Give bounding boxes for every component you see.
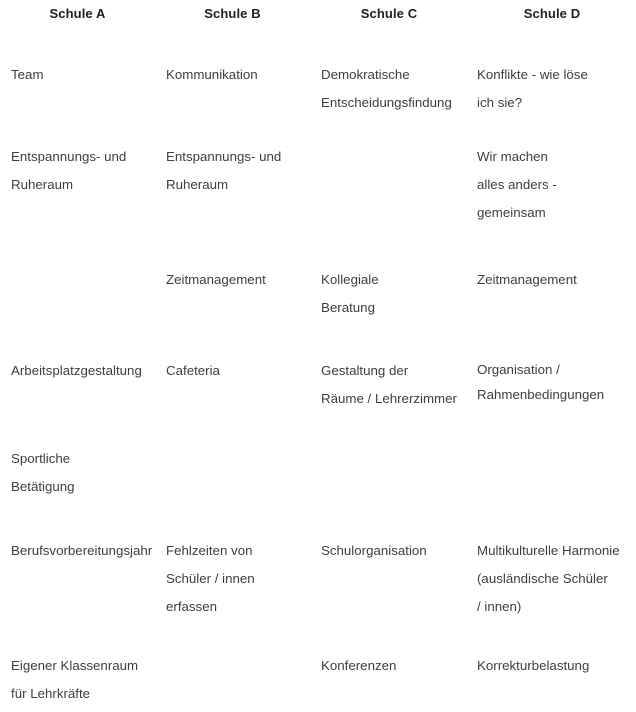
cell-line: ich sie? (477, 95, 523, 110)
cell-line: Eigener Klassenraum (11, 658, 139, 673)
cell-line: Cafeteria (166, 363, 220, 378)
cell-line: Räume / Lehrerzimmer (321, 391, 457, 406)
empty-cell (166, 445, 298, 473)
cell-line: Entspannungs- und (166, 149, 282, 164)
cell-line: Beratung (321, 300, 375, 315)
table-cell (155, 647, 310, 712)
table-cell (468, 436, 636, 529)
table-cell (310, 137, 468, 253)
table-cell (468, 647, 636, 712)
cell-line: Sportliche (11, 451, 71, 466)
column-header-schule-c: Schule C (360, 6, 418, 21)
table-cell (0, 253, 155, 349)
empty-cell (321, 445, 456, 473)
table-cell (0, 137, 155, 253)
empty-cell (321, 143, 456, 171)
table-cell (468, 529, 636, 647)
table-row (0, 253, 636, 349)
cell-line: Kollegiale (321, 272, 379, 287)
table-row (0, 436, 636, 529)
table-header-row (0, 0, 636, 38)
table-cell (0, 38, 155, 137)
table-row (0, 137, 636, 253)
cell-line: Schulorganisation (321, 543, 427, 558)
cell-line: Team (11, 67, 44, 82)
cell-line: Ruheraum (11, 177, 74, 192)
table-cell (468, 137, 636, 253)
table-cell (310, 529, 468, 647)
cell-line: Zeitmanagement (166, 272, 266, 287)
table-cell (310, 349, 468, 436)
table-row (0, 647, 636, 712)
table-cell (155, 38, 310, 137)
cell-line: (ausländische Schüler (477, 571, 608, 586)
table-cell (0, 529, 155, 647)
table-cell (310, 436, 468, 529)
cell-line: erfassen (166, 599, 217, 614)
cell-line: Berufsvorbereitungsjahr (11, 543, 153, 558)
empty-cell (477, 445, 626, 473)
cell-line: Wir machen (477, 149, 548, 164)
cell-line: gemeinsam (477, 205, 546, 220)
cell-line: Zeitmanagement (477, 272, 577, 287)
cell-line: Demokratische (321, 67, 410, 82)
column-header-schule-d: Schule D (523, 6, 581, 21)
table-cell (155, 137, 310, 253)
table-cell (155, 253, 310, 349)
table-cell (468, 253, 636, 349)
cell-line: Multikulturelle Harmonie (477, 543, 620, 558)
cell-line: Fehlzeiten von (166, 543, 253, 558)
table-cell (468, 349, 636, 436)
cell-line: Rahmenbedingungen (477, 387, 605, 402)
cell-line: Konferenzen (321, 658, 397, 673)
cell-line: Korrekturbelastung (477, 658, 590, 673)
cell-line: Entspannungs- und (11, 149, 127, 164)
cell-line: Ruheraum (166, 177, 229, 192)
empty-cell (166, 652, 298, 680)
cell-line: Schüler / innen (166, 571, 255, 586)
table-cell (310, 38, 468, 137)
table-cell (155, 529, 310, 647)
column-header-schule-a: Schule A (49, 6, 106, 21)
cell-line: Entscheidungsfindung (321, 95, 452, 110)
cell-line: Organisation / (477, 362, 560, 377)
table-cell (0, 349, 155, 436)
table-cell (468, 38, 636, 137)
column-header-schule-b: Schule B (204, 6, 261, 21)
cell-line: alles anders - (477, 177, 557, 192)
table-row (0, 529, 636, 647)
table-row (0, 38, 636, 137)
table-cell (155, 349, 310, 436)
table-cell (310, 253, 468, 349)
empty-cell (11, 266, 143, 294)
cell-line: Arbeitsplatzgestaltung (11, 363, 142, 378)
table-row (0, 349, 636, 436)
cell-line: / innen) (477, 599, 522, 614)
table-cell (0, 647, 155, 712)
cell-line: für Lehrkräfte (11, 686, 91, 701)
table-cell (155, 436, 310, 529)
cell-line: Gestaltung der (321, 363, 409, 378)
cell-line: Betätigung (11, 479, 75, 494)
cell-line: Kommunikation (166, 67, 258, 82)
cell-line: Konflikte - wie löse (477, 67, 588, 82)
table-body (0, 38, 636, 712)
table-cell (310, 647, 468, 712)
table-cell (0, 436, 155, 529)
table-header (0, 0, 636, 38)
